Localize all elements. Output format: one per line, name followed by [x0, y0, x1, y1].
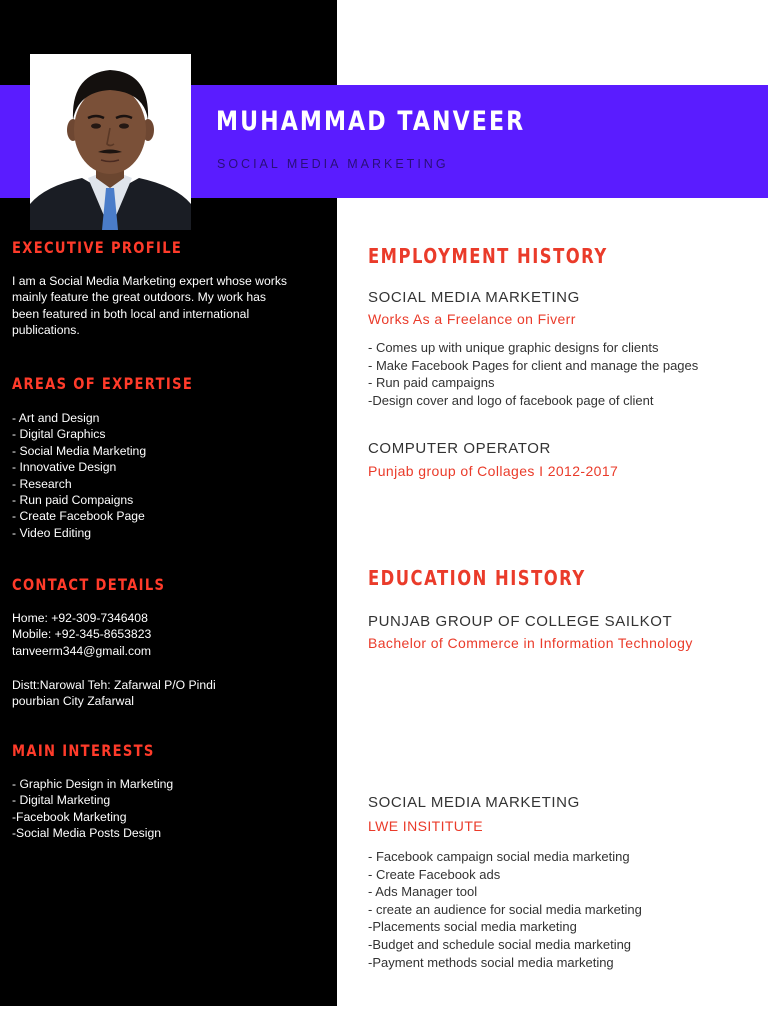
job-subtitle: Works As a Freelance on Fiverr — [368, 311, 576, 327]
profile-photo — [30, 54, 191, 230]
list-item: -Placements social media marketing — [368, 919, 577, 935]
list-item: - Research — [12, 476, 72, 491]
areas-of-expertise-heading: AREAS OF EXPERTISE — [12, 374, 194, 393]
interests-list — [12, 776, 173, 842]
job-title: SOCIAL MEDIA MARKETING — [368, 289, 580, 306]
list-item: -Payment methods social media marketing — [368, 954, 614, 970]
person-title: SOCIAL MEDIA MARKETING — [217, 157, 449, 171]
contact-address — [12, 677, 216, 710]
contact-list — [12, 610, 151, 659]
job-title: COMPUTER OPERATOR — [368, 440, 551, 457]
executive-profile-text: I am a Social Media Marketing expert whose works mainly feature the great outdoors. My work has been featured in both local and international publications. — [12, 274, 288, 338]
list-item: - Digital Marketing — [12, 793, 111, 808]
education-title: PUNJAB GROUP OF COLLEGE SAILKOT — [368, 613, 673, 630]
list-item: - Video Editing — [12, 525, 92, 540]
list-item: - create an audience for social media marketing — [368, 901, 642, 917]
list-item: -Facebook Marketing — [12, 809, 127, 824]
job-subtitle: Punjab group of Collages I 2012-2017 — [368, 463, 619, 479]
list-item: - Innovative Design — [12, 460, 117, 475]
list-item: - Create Facebook Page — [12, 509, 145, 524]
contact-home-phone: Home: +92-309-7346408 — [12, 611, 148, 625]
person-name: MUHAMMAD TANVEER — [216, 106, 526, 137]
education-title: SOCIAL MEDIA MARKETING — [368, 794, 580, 811]
list-item: -Social Media Posts Design — [12, 826, 162, 841]
education-subtitle: Bachelor of Commerce in Information Technology — [368, 635, 693, 651]
education-history-heading: EDUCATION HISTORY — [368, 566, 586, 590]
address-line: pourbian City Zafarwal — [12, 694, 134, 709]
list-item: - Digital Graphics — [12, 427, 106, 442]
education-subtitle: LWE INSITITUTE — [368, 818, 484, 834]
contact-email: tanveerm344@gmail.com — [12, 643, 152, 658]
list-item: - Ads Manager tool — [368, 884, 478, 900]
list-item: - Social Media Marketing — [12, 443, 147, 458]
course-topics-list — [368, 848, 642, 971]
list-item: -Design cover and logo of facebook page of client — [368, 392, 654, 408]
list-item: -Budget and schedule social media marketing — [368, 936, 632, 952]
list-item: - Art and Design — [12, 411, 100, 425]
list-item: - Graphic Design in Marketing — [12, 777, 174, 791]
list-item: - Make Facebook Pages for client and manage the pages — [368, 357, 699, 373]
expertise-list — [12, 410, 146, 541]
executive-profile-heading: EXECUTIVE PROFILE — [12, 238, 183, 257]
contact-details-heading: CONTACT DETAILS — [12, 575, 166, 594]
main-interests-heading: MAIN INTERESTS — [12, 741, 155, 760]
contact-mobile-phone: Mobile: +92-345-8653823 — [12, 627, 152, 642]
list-item: - Run paid campaigns — [368, 375, 495, 391]
list-item: - Create Facebook ads — [368, 866, 501, 882]
job-duties-list — [368, 339, 698, 409]
list-item: - Comes up with unique graphic designs for clients — [368, 340, 659, 355]
address-line: Distt:Narowal Teh: Zafarwal P/O Pindi — [12, 678, 216, 692]
employment-history-heading: EMPLOYMENT HISTORY — [368, 244, 608, 268]
list-item: - Run paid Compaigns — [12, 493, 134, 508]
list-item: - Facebook campaign social media marketing — [368, 849, 630, 864]
